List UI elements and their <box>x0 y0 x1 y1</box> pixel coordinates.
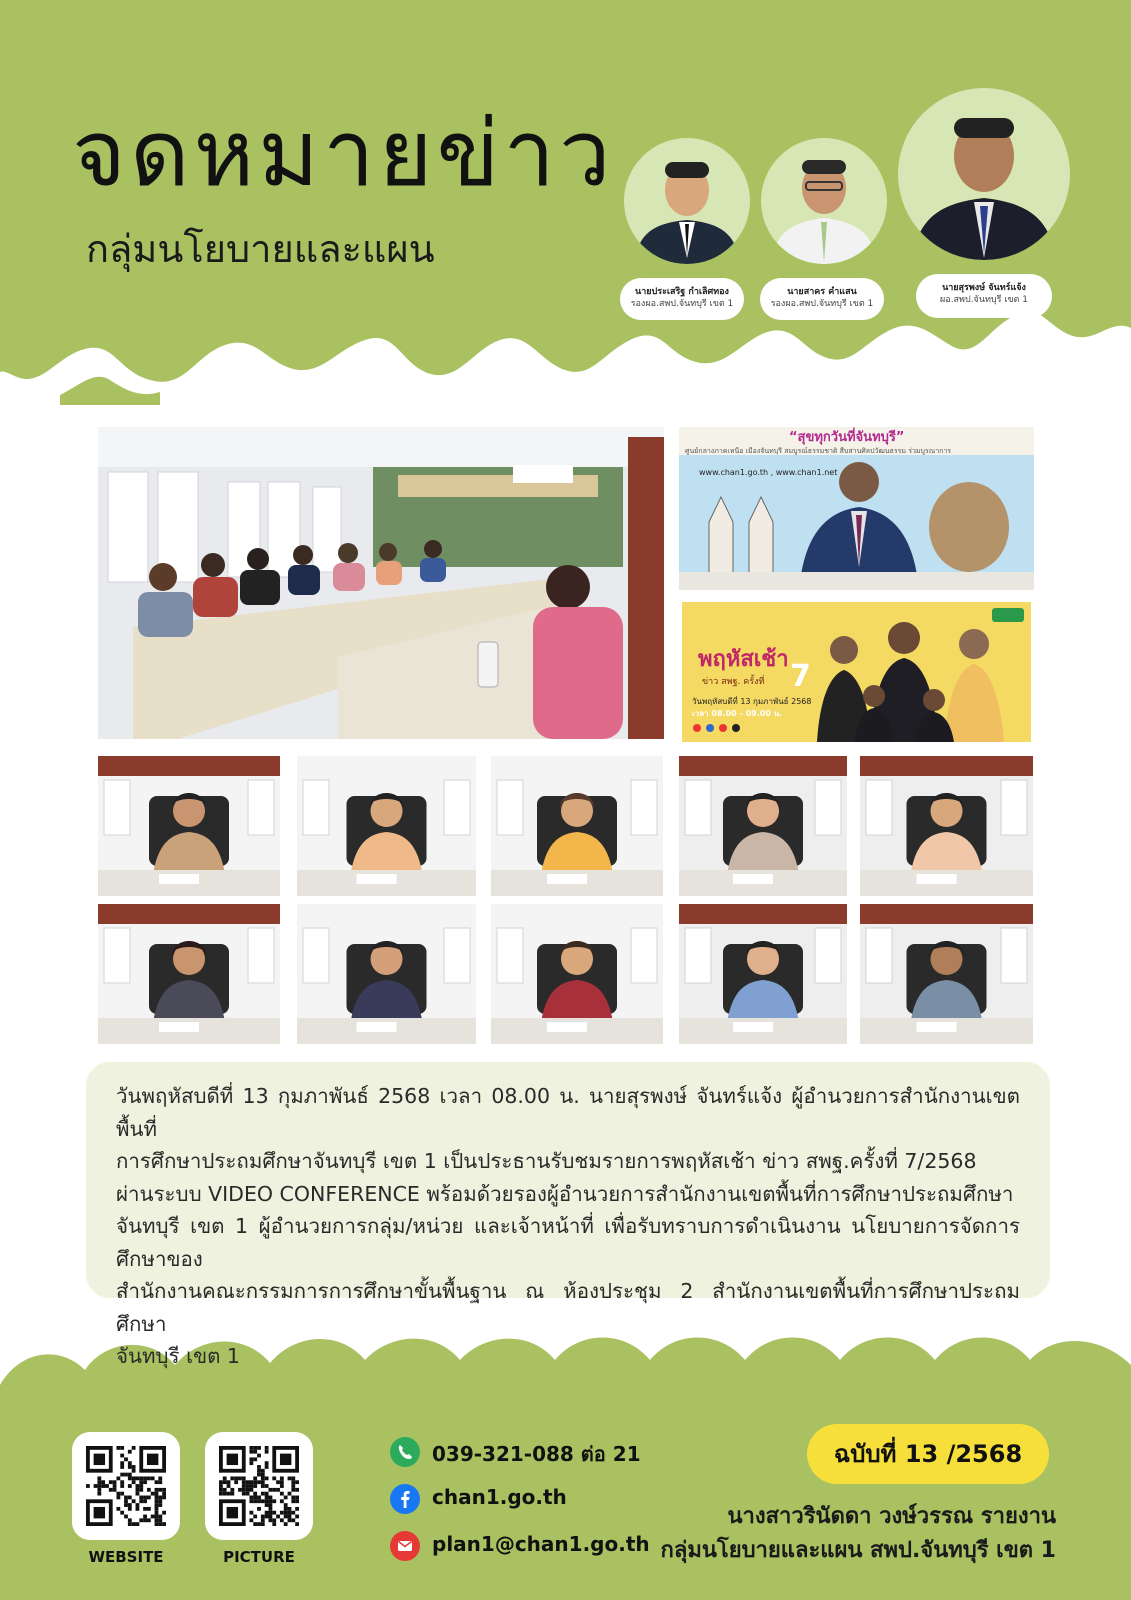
person-1-name: นายประเสริฐ กำเลิศทอง <box>635 287 729 297</box>
contact-facebook[interactable]: chan1.go.th <box>432 1485 567 1509</box>
contact-phone[interactable]: 039-321-088 ต่อ 21 <box>432 1442 641 1466</box>
article-line-5: สำนักงานคณะกรรมการการศึกษาขั้นพื้นฐาน ณ ห้องประชุม 2 สำนักงานเขตพื้นที่การศึกษาประถมศึกษา <box>116 1279 1020 1336</box>
qr-code-website[interactable] <box>72 1432 180 1540</box>
nameplate-person-2 <box>760 278 884 320</box>
qr-website-label: WEBSITE <box>88 1548 164 1566</box>
portrait-person-3 <box>898 88 1070 260</box>
program-title: พฤหัสเช้า <box>698 647 789 672</box>
person-3-name: นายสุรพงษ์ จันทร์แจ้ง <box>942 283 1026 293</box>
qr-code-picture[interactable] <box>205 1432 313 1540</box>
program-banner <box>682 602 1031 742</box>
person-2-role: รองผอ.สพป.จันทบุรี เขต 1 <box>770 299 874 309</box>
participant-photo <box>491 904 663 1044</box>
program-date: วันพฤหัสบดีที่ 13 กุมภาพันธ์ 2568 <box>692 697 812 706</box>
nameplate-person-1 <box>620 278 744 320</box>
person-2-name: นายสาคร คำแสน <box>787 287 857 297</box>
phone-icon <box>390 1437 420 1467</box>
issue-number-badge: ฉบับที่ 13 /2568 <box>807 1424 1049 1484</box>
program-time: เวลา 08.00 - 09.00 น. <box>692 709 783 718</box>
department-subtitle: กลุ่มนโยบายและแผน <box>86 227 435 271</box>
reporter-department: กลุ่มนโยบายและแผน สพป.จันทบุรี เขต 1 <box>660 1538 1056 1563</box>
participant-photo <box>297 904 476 1044</box>
broadcast-photo <box>679 427 1034 590</box>
participant-photo <box>98 756 280 896</box>
qr-picture-label: PICTURE <box>223 1548 295 1566</box>
program-sub: ข่าว สพฐ. ครั้งที่ <box>702 677 765 687</box>
participant-photo <box>98 904 280 1044</box>
newsletter-title: จดหมายข่าว <box>72 100 615 207</box>
person-1-role: รองผอ.สพป.จันทบุรี เขต 1 <box>630 299 734 309</box>
participant-photo <box>679 756 847 896</box>
email-icon <box>390 1531 420 1561</box>
meeting-room-photo <box>98 427 664 739</box>
contact-email[interactable]: plan1@chan1.go.th <box>432 1532 650 1556</box>
broadcast-url-text: www.chan1.go.th , www.chan1.net <box>699 468 838 477</box>
broadcast-banner-text: “สุขทุกวันที่จันทบุรี” <box>789 430 905 445</box>
article-line-3: ผ่านระบบ VIDEO CONFERENCE พร้อมด้วยรองผู้อำนวยการสำนักงานเขตพื้นที่การศึกษาประถมศึกษา <box>116 1181 1014 1206</box>
article-line-4: จันทบุรี เขต 1 ผู้อำนวยการกลุ่ม/หน่วย และเจ้าหน้าที่ เพื่อรับทราบการดำเนินงาน นโยบายการจัดการศึกษาของ <box>116 1214 1020 1271</box>
participant-photo <box>860 904 1033 1044</box>
nameplate-person-3 <box>916 274 1052 318</box>
portrait-person-2 <box>761 138 887 264</box>
reporter-name: นางสาวรินัดดา วงษ์วรรณ รายงาน <box>727 1504 1056 1529</box>
facebook-icon <box>390 1484 420 1514</box>
article-line-2: การศึกษาประถมศึกษาจันทบุรี เขต 1 เป็นประธานรับชมรายการพฤหัสเช้า ข่าว สพฐ.ครั้งที่ 7/2568 <box>116 1149 977 1173</box>
participant-photo <box>860 756 1033 896</box>
participant-photo <box>491 756 663 896</box>
participant-photo <box>297 756 476 896</box>
article-line-6: จันทบุรี เขต 1 <box>116 1344 240 1368</box>
article-panel <box>86 1062 1050 1368</box>
portrait-person-1 <box>624 138 750 264</box>
article-line-1: วันพฤหัสบดีที่ 13 กุมภาพันธ์ 2568 เวลา 08.00 น. นายสุรพงษ์ จันทร์แจ้ง ผู้อำนวยการสำนักงานเขตพื้นที่ <box>116 1084 1020 1141</box>
broadcast-sub-text: ศูนย์กลางภาคเหนือ เมืองจันทบุรี สมบูรณ์ธรรมชาติ สืบสานศิลปวัฒนธรรม ร่วมบูรณาการ <box>685 447 952 455</box>
participant-photo <box>679 904 847 1044</box>
person-3-role: ผอ.สพป.จันทบุรี เขต 1 <box>940 295 1028 305</box>
program-number: 7 <box>790 659 811 694</box>
